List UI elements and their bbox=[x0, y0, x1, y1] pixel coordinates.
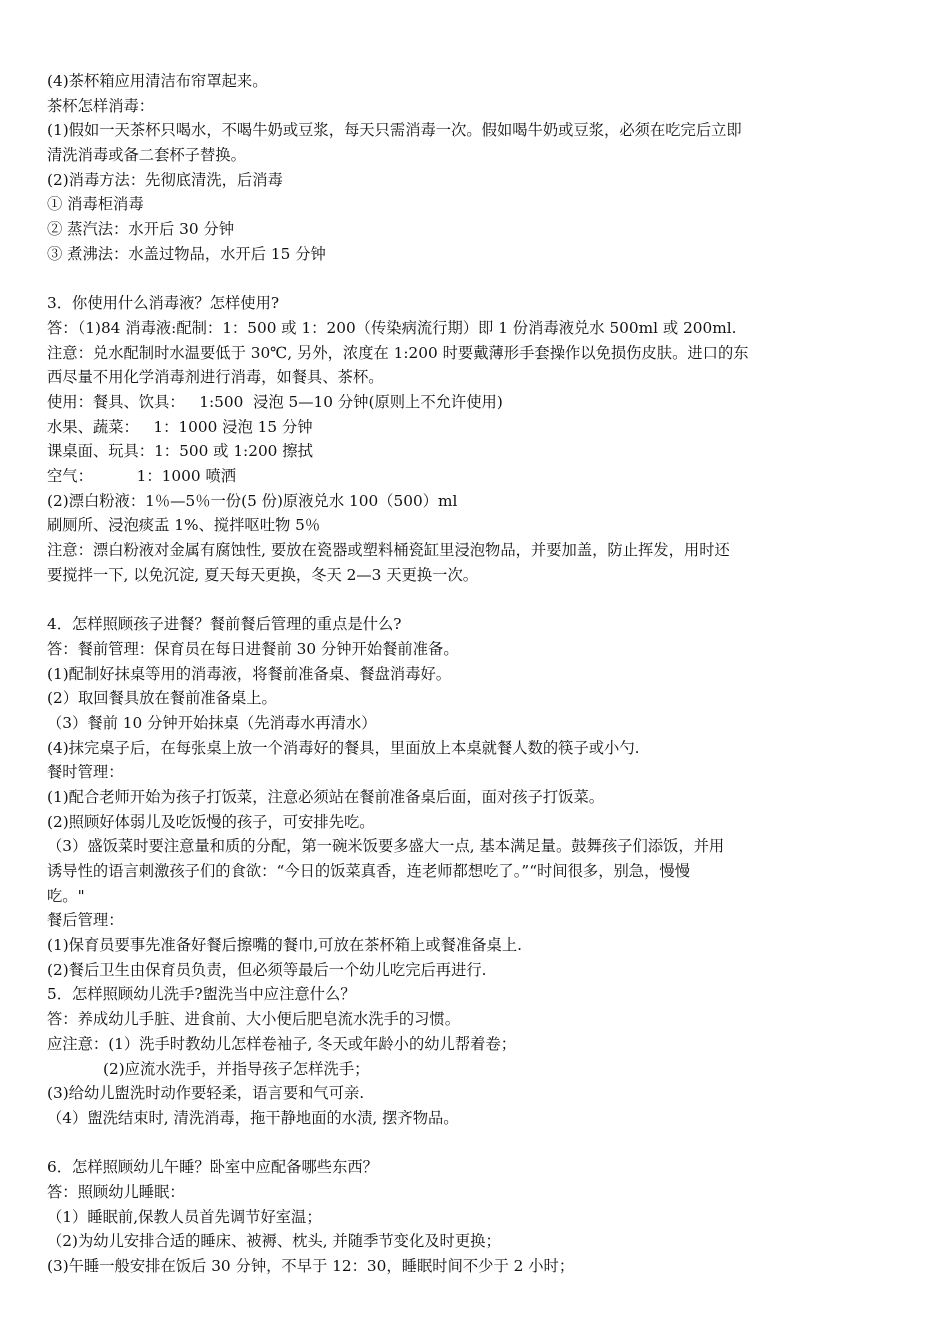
text-line: 刷厕所、浸泡痰盂 1%、搅拌呕吐物 5％ bbox=[47, 516, 321, 535]
text-line: （2)为幼儿安排合适的睡床、被褥、枕头, 并随季节变化及时更换； bbox=[47, 1232, 501, 1251]
section-heading: 餐后管理： bbox=[47, 911, 124, 930]
list-item: ③ 煮沸法：水盖过物品，水开后 15 分钟 bbox=[47, 244, 326, 263]
text-line: (1)配合老师开始为孩子打饭菜，注意必须站在餐前准备桌后面，面对孩子打饭菜。 bbox=[47, 787, 605, 806]
text-line: (2)照顾好体弱儿及吃饭慢的孩子，可安排先吃。 bbox=[47, 812, 375, 831]
question-heading: 4．怎样照顾孩子进餐？餐前餐后管理的重点是什么? bbox=[47, 615, 402, 634]
text-line: （1）睡眠前,保教人员首先调节好室温； bbox=[47, 1207, 322, 1226]
text-line: 要搅拌一下, 以免沉淀, 夏天每天更换，冬天 2—3 天更换一次。 bbox=[47, 565, 479, 584]
text-line: (2)消毒方法：先彻底清洗，后消毒 bbox=[47, 170, 283, 189]
text-line: 诱导性的语言刺激孩子们的食欲：“今日的饭菜真香，连老师都想吃了。”“时间很多，别急，慢慢 bbox=[47, 862, 690, 880]
text-line: (2）取回餐具放在餐前准备桌上。 bbox=[47, 689, 277, 708]
text-line: 注意：漂白粉液对金属有腐蚀性, 要放在瓷器或塑料桶瓷缸里浸泡物品，并要加盖，防止挥发，用时还 bbox=[47, 541, 730, 560]
text-line: 课桌面、玩具：1：500 或 1:200 擦拭 bbox=[47, 442, 313, 461]
list-item: ② 蒸汽法：水开后 30 分钟 bbox=[47, 220, 235, 239]
text-line: （3）盛饭菜时要注意量和质的分配，第一碗米饭要多盛大一点, 基本满足量。鼓舞孩子们添饭，并用 bbox=[47, 837, 725, 856]
text-line: 答：餐前管理：保育员在每日进餐前 30 分钟开始餐前准备。 bbox=[47, 639, 459, 658]
text-line: 水果、蔬菜： 1：1000 浸泡 15 分钟 bbox=[47, 417, 313, 436]
text-line: （3）餐前 10 分钟开始抹桌（先消毒水再清水） bbox=[47, 713, 377, 732]
question-heading: 3．你使用什么消毒液？怎样使用? bbox=[47, 294, 280, 313]
list-item: ① 消毒柜消毒 bbox=[47, 195, 144, 214]
paragraph-gap bbox=[47, 587, 907, 612]
text-line: (2)应流水洗手，并指导孩子怎样洗手； bbox=[103, 1059, 370, 1078]
document-page bbox=[47, 69, 907, 1279]
text-line: 注意：兑水配制时水温要低于 30℃, 另外，浓度在 1:200 时要戴薄形手套操作以免损伤皮肤。进口的东 bbox=[47, 343, 749, 362]
text-line: 使用：餐具、饮具： 1:500 浸泡 5—10 分钟(原则上不允许使用) bbox=[47, 392, 503, 411]
paragraph-gap bbox=[47, 267, 907, 292]
text-line: 吃。" bbox=[47, 886, 85, 905]
text-line: (3)给幼儿盥洗时动作要轻柔，语言要和气可亲. bbox=[47, 1084, 365, 1103]
text-line: (4)茶杯箱应用清洁布帘罩起来。 bbox=[47, 72, 268, 90]
text-line: 西尽量不用化学消毒剂进行消毒，如餐具、茶杯。 bbox=[47, 368, 384, 387]
question-heading: 6．怎样照顾幼儿午睡？卧室中应配备哪些东西？ bbox=[47, 1158, 378, 1177]
text-line: 答：养成幼儿手脏、进食前、大小便后肥皂流水洗手的习惯。 bbox=[47, 1010, 461, 1029]
text-line: (2)餐后卫生由保育员负责，但必须等最后一个幼儿吃完后再进行. bbox=[47, 960, 487, 979]
text-line: （4）盥洗结束时, 清洗消毒，拖干静地面的水渍, 摆齐物品。 bbox=[47, 1108, 459, 1127]
text-line: (3)午睡一般安排在饭后 30 分钟，不早于 12：30，睡眠时间不少于 2 小时； bbox=[47, 1257, 575, 1275]
text-line: 清洗消毒或备二套杯子替换。 bbox=[47, 146, 246, 165]
text-line: 空气： 1：1000 喷洒 bbox=[47, 467, 237, 485]
text-line: (1)假如一天茶杯只喝水，不喝牛奶或豆浆，每天只需消毒一次。假如喝牛奶或豆浆，必须在吃完后立即 bbox=[47, 121, 742, 140]
section-heading: 茶杯怎样消毒： bbox=[47, 96, 155, 115]
text-line: (2)漂白粉液：1％—5％一份(5 份)原液兑水 100（500）ml bbox=[47, 491, 458, 510]
paragraph-gap bbox=[47, 1131, 907, 1156]
text-line: (4)抹完桌子后，在每张桌上放一个消毒好的餐具，里面放上本桌就餐人数的筷子或小勺. bbox=[47, 738, 640, 757]
text-line: 答：（1)84 消毒液:配制：1：500 或 1：200（传染病流行期）即 1 份消毒液兑水 500ml 或 200ml. bbox=[47, 318, 737, 337]
text-line: (1)保育员要事先准备好餐后擦嘴的餐巾,可放在茶杯箱上或餐准备桌上. bbox=[47, 936, 523, 955]
section-heading: 餐时管理： bbox=[47, 763, 124, 782]
text-line: (1)配制好抹桌等用的消毒液，将餐前准备桌、餐盘消毒好。 bbox=[47, 664, 452, 683]
text-line: 应注意：(1）洗手时教幼儿怎样卷袖子, 冬天或年龄小的幼儿帮着卷； bbox=[47, 1034, 517, 1053]
text-line: 答：照顾幼儿睡眠： bbox=[47, 1182, 185, 1201]
question-heading: 5．怎样照顾幼儿洗手?盥洗当中应注意什么？ bbox=[47, 985, 356, 1004]
